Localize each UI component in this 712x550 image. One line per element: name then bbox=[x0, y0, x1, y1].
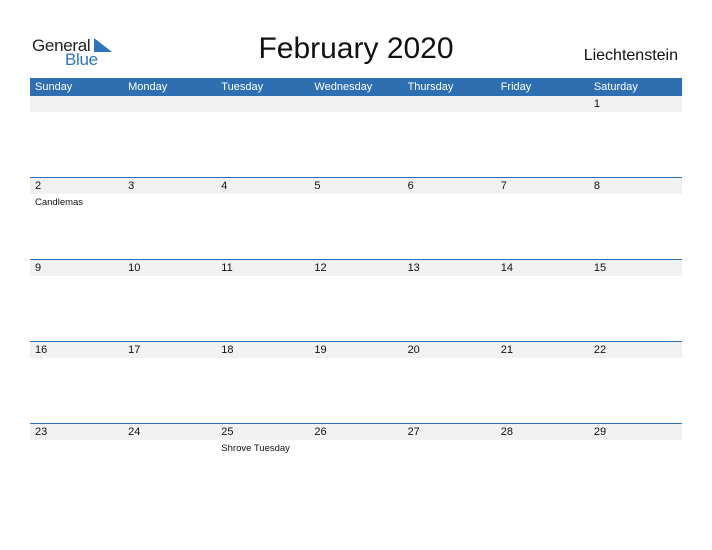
day-cell bbox=[589, 342, 682, 358]
day-number: 26 bbox=[314, 426, 327, 438]
day-number: 15 bbox=[593, 262, 607, 274]
day-cell bbox=[30, 260, 123, 276]
day-cell bbox=[30, 178, 123, 208]
day-number: 1 bbox=[593, 98, 600, 110]
day-cell bbox=[309, 424, 402, 440]
day-cell bbox=[30, 424, 123, 440]
day-cell bbox=[403, 260, 496, 276]
day-number: 21 bbox=[500, 344, 513, 356]
weekday-header bbox=[30, 78, 682, 96]
day-cell bbox=[309, 260, 402, 276]
day-number: 14 bbox=[500, 262, 513, 274]
day-number: 29 bbox=[593, 426, 607, 438]
day-number: 2 bbox=[35, 180, 42, 192]
day-number: 6 bbox=[407, 180, 414, 192]
day-number-row bbox=[30, 424, 682, 454]
weekday-sunday: Sunday bbox=[35, 81, 73, 93]
day-cell bbox=[216, 260, 309, 276]
day-number: 13 bbox=[407, 262, 420, 274]
day-cell bbox=[123, 178, 216, 194]
day-cell bbox=[403, 424, 496, 440]
week-row bbox=[30, 96, 682, 177]
day-number-row bbox=[30, 96, 682, 112]
day-cell bbox=[496, 96, 589, 112]
day-number: 11 bbox=[221, 262, 233, 274]
calendar-title: February 2020 bbox=[258, 32, 454, 65]
day-number: 8 bbox=[593, 180, 600, 192]
day-cell bbox=[403, 96, 496, 112]
day-cell bbox=[403, 342, 496, 358]
weekday-saturday: Saturday bbox=[593, 81, 638, 93]
day-number-row bbox=[30, 260, 682, 276]
week-row bbox=[30, 423, 682, 505]
day-cell bbox=[216, 342, 309, 358]
day-cell bbox=[496, 178, 589, 194]
day-cell bbox=[309, 178, 402, 194]
day-cell bbox=[123, 424, 216, 440]
day-number: 4 bbox=[221, 180, 228, 192]
day-number: 27 bbox=[407, 426, 420, 438]
day-cell bbox=[123, 342, 216, 358]
day-cell bbox=[403, 178, 496, 194]
day-number: 9 bbox=[35, 262, 42, 274]
holiday-label: Shrove Tuesday bbox=[221, 443, 290, 454]
day-cell bbox=[123, 260, 216, 276]
day-cell bbox=[216, 424, 309, 454]
day-cell bbox=[30, 96, 123, 112]
day-number: 23 bbox=[35, 426, 48, 438]
weeks-container bbox=[30, 96, 682, 505]
weekday-tuesday: Tuesday bbox=[221, 81, 264, 93]
day-cell bbox=[589, 178, 682, 194]
holiday-label: Candlemas bbox=[35, 197, 84, 208]
day-cell bbox=[309, 96, 402, 112]
logo-general-text: General bbox=[32, 36, 91, 55]
weekday-thursday: Thursday bbox=[407, 81, 454, 93]
day-number: 12 bbox=[314, 262, 327, 274]
day-number-row bbox=[30, 342, 682, 358]
day-cell bbox=[309, 342, 402, 358]
day-number-row bbox=[30, 178, 682, 208]
day-cell bbox=[589, 260, 682, 276]
week-row bbox=[30, 177, 682, 259]
day-number: 10 bbox=[128, 262, 141, 274]
day-number: 20 bbox=[407, 344, 420, 356]
day-number: 5 bbox=[314, 180, 321, 192]
day-cell bbox=[30, 342, 123, 358]
day-number: 7 bbox=[500, 180, 507, 192]
day-cell bbox=[496, 342, 589, 358]
day-number: 3 bbox=[128, 180, 135, 192]
country-name: Liechtenstein bbox=[583, 47, 678, 64]
day-cell bbox=[216, 178, 309, 194]
day-cell bbox=[496, 260, 589, 276]
weekday-friday: Friday bbox=[500, 81, 532, 93]
week-row bbox=[30, 259, 682, 341]
day-cell bbox=[589, 424, 682, 440]
weekday-wednesday: Wednesday bbox=[314, 81, 373, 93]
day-number: 17 bbox=[128, 344, 141, 356]
day-cell bbox=[496, 424, 589, 440]
week-row bbox=[30, 341, 682, 423]
day-cell bbox=[123, 96, 216, 112]
day-number: 28 bbox=[500, 426, 513, 438]
day-number: 16 bbox=[35, 344, 48, 356]
day-number: 18 bbox=[221, 344, 234, 356]
day-cell bbox=[216, 96, 309, 112]
day-cell bbox=[589, 96, 682, 112]
calendar-grid bbox=[30, 78, 682, 505]
logo-blue-text: Blue bbox=[65, 50, 98, 69]
weekday-monday: Monday bbox=[128, 81, 168, 93]
day-number: 24 bbox=[128, 426, 141, 438]
day-number: 22 bbox=[593, 344, 607, 356]
day-number: 25 bbox=[221, 426, 234, 438]
day-number: 19 bbox=[314, 344, 327, 356]
